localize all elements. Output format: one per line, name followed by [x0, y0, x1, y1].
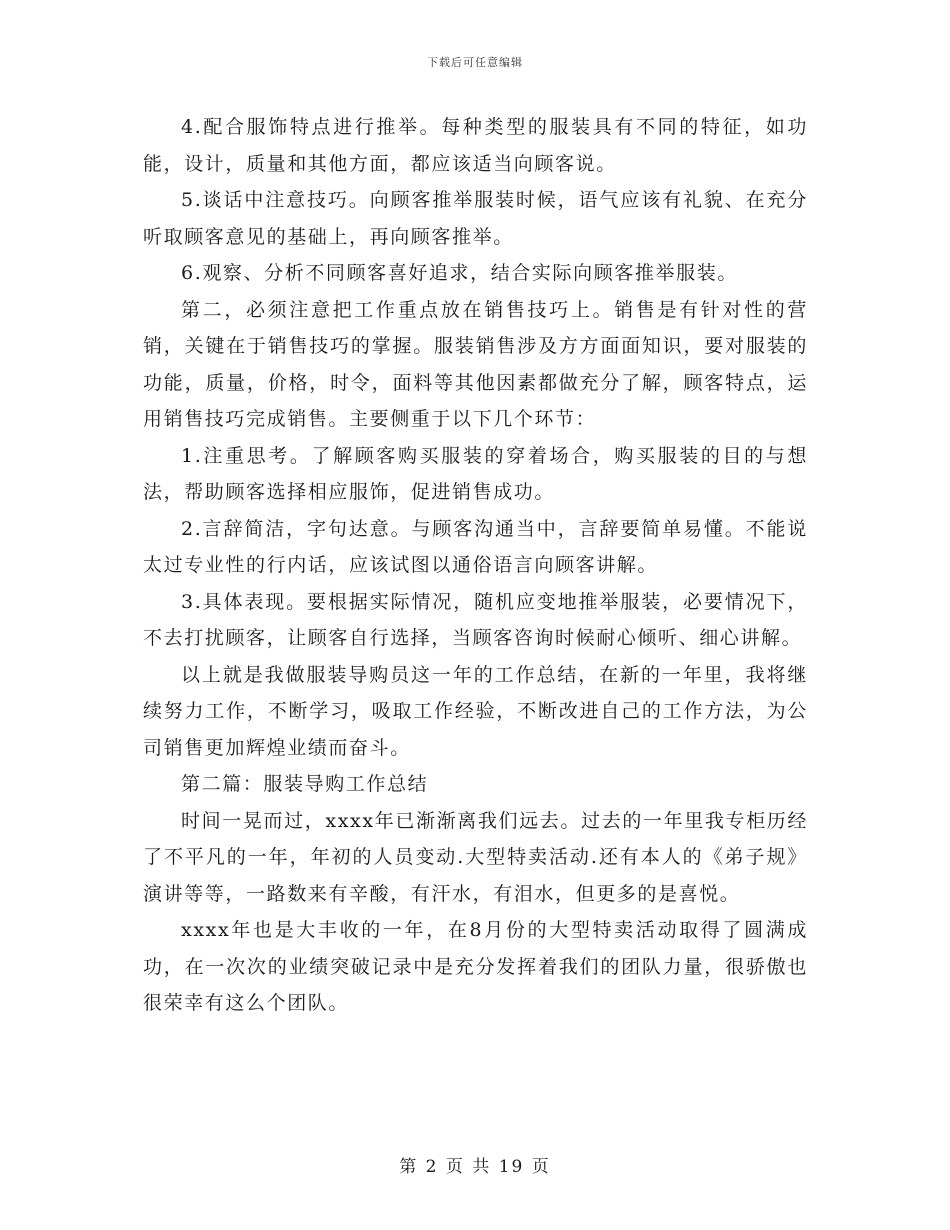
document-body: [143, 109, 808, 1022]
paragraph: 2.言辞简洁，字句达意。与顾客沟通当中，言辞要简单易懂。不能说太过专业性的行内话，应该试图以通俗语言向顾客讲解。: [143, 517, 808, 576]
paragraph: 时间一晃而过，xxxx年已渐渐离我们远去。过去的一年里我专柜历经了不平凡的一年，年初的人员变动.大型特卖活动.还有本人的《弟子规》演讲等等，一路数来有辛酸，有汗水，有泪水，但更多的是喜悦。: [143, 809, 808, 905]
paragraph: 以上就是我做服装导购员这一年的工作总结，在新的一年里，我将继续努力工作，不断学习，吸取工作经验，不断改进自己的工作方法，为公司销售更加辉煌业绩而奋斗。: [143, 663, 808, 759]
page-header: 下载后可任意编辑: [427, 56, 523, 69]
paragraph: 4.配合服饰特点进行推举。每种类型的服装具有不同的特征，如功能，设计，质量和其他方面，都应该适当向顾客说。: [143, 116, 808, 175]
paragraph: 3.具体表现。要根据实际情况，随机应变地推举服装，必要情况下，不去打扰顾客，让顾客自行选择，当顾客咨询时候耐心倾听、细心讲解。: [143, 590, 808, 649]
section-heading: 第二篇：服装导购工作总结: [181, 773, 429, 795]
paragraph: 1.注重思考。了解顾客购买服装的穿着场合，购买服装的目的与想法，帮助顾客选择相应服饰，促进销售成功。: [143, 444, 808, 503]
paragraph: 第二，必须注意把工作重点放在销售技巧上。销售是有针对性的营销，关键在于销售技巧的掌握。服装销售涉及方方面面知识，要对服装的功能，质量，价格，时令，面料等其他因素都做充分了解，顾客特点，运用销售技巧完成销售。主要侧重于以下几个环节：: [143, 298, 808, 430]
paragraph: xxxx年也是大丰收的一年，在8月份的大型特卖活动取得了圆满成功，在一次次的业绩突破记录中是充分发挥着我们的团队力量，很骄傲也很荣幸有这么个团队。: [143, 919, 808, 1014]
paragraph: 6.观察、分析不同顾客喜好追求，结合实际向顾客推举服装。: [181, 262, 738, 284]
page-number: 第 2 页 共 19 页: [399, 1157, 551, 1177]
paragraph: 5.谈话中注意技巧。向顾客推举服装时候，语气应该有礼貌、在充分听取顾客意见的基础上，再向顾客推举。: [143, 189, 808, 248]
